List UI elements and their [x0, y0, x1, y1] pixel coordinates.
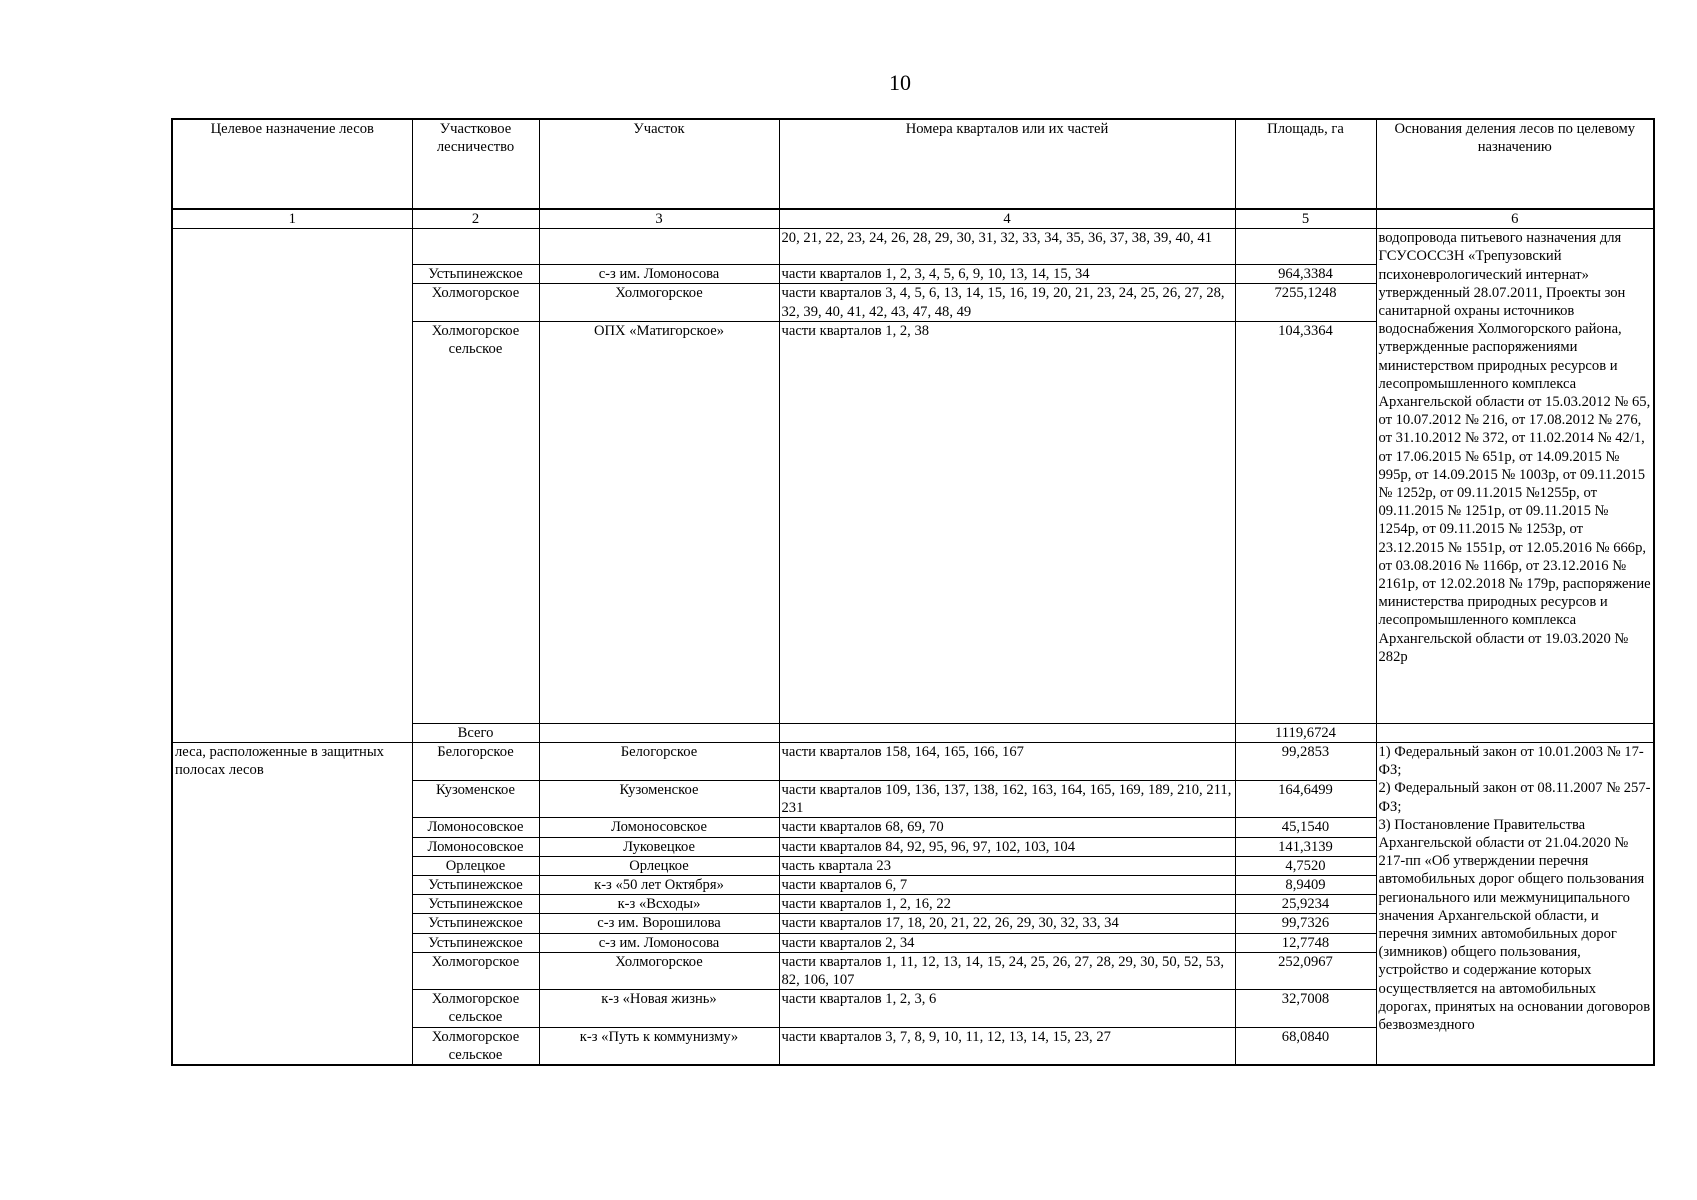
- header-quarters: Номера кварталов или их частей: [779, 119, 1235, 209]
- quarters-cell: части кварталов 1, 11, 12, 13, 14, 15, 24, 25, 26, 27, 28, 29, 30, 50, 52, 53, 82, 106, 107: [779, 952, 1235, 989]
- forest-purpose-table: [171, 118, 1655, 1066]
- area-cell: 99,2853: [1235, 743, 1376, 781]
- total-area: 1119,6724: [1235, 723, 1376, 742]
- plot-cell: Холмогорское: [539, 952, 779, 989]
- forestry-cell: Устьпинежское: [412, 895, 539, 914]
- forestry-cell: Орлецкое: [412, 856, 539, 875]
- column-number: 6: [1376, 209, 1654, 229]
- plot-cell: ОПХ «Матигорское»: [539, 321, 779, 723]
- plot-cell: [539, 229, 779, 265]
- header-basis: Основания деления лесов по целевому назначению: [1376, 119, 1654, 209]
- basis-cell: водопровода питьевого назначения для ГСУСОССЗН «Трепузовский психоневрологический интернат» утвержденный 28.07.2011, Проекты зон санитарной охраны источников водоснабжения Холмогорского района, утвержденные распоряжениями министерством природных ресурсов и лесопромышленного комплекса Архангельской области от 15.03.2012 № 65, от 10.07.2012 № 216, от 17.08.2012 № 276, от 31.10.2012 № 372, от 11.02.2014 № 42/1, от 17.06.2015 № 651р, от 14.09.2015 № 995р, от 14.09.2015 № 1003р, от 09.11.2015 № 1252р, от 09.11.2015 №1255р, от 09.11.2015 № 1251р, от 09.11.2015 № 1254р, от 09.11.2015 № 1253р, от 23.12.2015 № 1551р, от 12.05.2016 № 666р, от 03.08.2016 № 1166р, от 23.12.2016 № 2161р, от 12.02.2018 № 179р, распоряжение министерства природных ресурсов и лесопромышленного комплекса Архангельской области от 19.03.2020 № 282р: [1376, 229, 1654, 724]
- area-cell: 8,9409: [1235, 876, 1376, 895]
- table-row: [172, 229, 1654, 265]
- forestry-cell: Холмогорское сельское: [412, 1027, 539, 1065]
- empty-cell: [539, 723, 779, 742]
- column-number: 5: [1235, 209, 1376, 229]
- basis-item: 2) Федеральный закон от 08.11.2007 № 257-ФЗ;: [1378, 780, 1651, 815]
- column-number-row: [172, 209, 1654, 229]
- column-number: 2: [412, 209, 539, 229]
- area-cell: 25,9234: [1235, 895, 1376, 914]
- area-cell: 141,3139: [1235, 837, 1376, 856]
- plot-cell: Луковецкое: [539, 837, 779, 856]
- quarters-cell: части кварталов 17, 18, 20, 21, 22, 26, 29, 30, 32, 33, 34: [779, 914, 1235, 933]
- basis-item: 3) Постановление Правительства Архангельской области от 21.04.2020 № 217-пп «Об утверждении перечня автомобильных дорог общего пользования регионального или межмуниципального значения Архангельской области, и перечня зимних автомобильных дорог (зимников) общего пользования, устройство и содержание которых осуществляется на автомобильных дорогах, принятых на основании договоров безвозмездного: [1378, 816, 1651, 1034]
- total-label: Всего: [412, 723, 539, 742]
- plot-cell: Белогорское: [539, 743, 779, 781]
- column-number: 4: [779, 209, 1235, 229]
- plot-cell: с-з им. Ворошилова: [539, 914, 779, 933]
- basis-cell: [1376, 743, 1654, 1066]
- forestry-cell: Устьпинежское: [412, 265, 539, 284]
- forestry-cell: Холмогорское сельское: [412, 321, 539, 723]
- page-number-text: 10: [889, 70, 911, 95]
- forestry-cell: Устьпинежское: [412, 876, 539, 895]
- quarters-cell: части кварталов 1, 2, 3, 4, 5, 6, 9, 10, 13, 14, 15, 34: [779, 265, 1235, 284]
- area-cell: 104,3364: [1235, 321, 1376, 723]
- forestry-cell: [412, 229, 539, 265]
- quarters-cell: части кварталов 6, 7: [779, 876, 1235, 895]
- plot-cell: с-з им. Ломоносова: [539, 933, 779, 952]
- forestry-cell: Белогорское: [412, 743, 539, 781]
- area-cell: 12,7748: [1235, 933, 1376, 952]
- forestry-cell: Холмогорское сельское: [412, 990, 539, 1027]
- plot-cell: к-з «50 лет Октября»: [539, 876, 779, 895]
- area-cell: 32,7008: [1235, 990, 1376, 1027]
- area-cell: 252,0967: [1235, 952, 1376, 989]
- quarters-cell: части кварталов 3, 4, 5, 6, 13, 14, 15, 16, 19, 20, 21, 23, 24, 25, 26, 27, 28, 32, 39, 40, 41, 42, 43, 47, 48, 49: [779, 284, 1235, 321]
- forestry-cell: Устьпинежское: [412, 914, 539, 933]
- purpose-cell: леса, расположенные в защитных полосах лесов: [172, 743, 412, 1066]
- forestry-cell: Ломоносовское: [412, 837, 539, 856]
- plot-cell: с-з им. Ломоносова: [539, 265, 779, 284]
- quarters-cell: части кварталов 1, 2, 16, 22: [779, 895, 1235, 914]
- quarters-cell: части кварталов 109, 136, 137, 138, 162, 163, 164, 165, 169, 189, 210, 211, 231: [779, 781, 1235, 818]
- column-number: 1: [172, 209, 412, 229]
- header-plot: Участок: [539, 119, 779, 209]
- area-cell: 4,7520: [1235, 856, 1376, 875]
- plot-cell: к-з «Всходы»: [539, 895, 779, 914]
- header-area: Площадь, га: [1235, 119, 1376, 209]
- plot-cell: к-з «Путь к коммунизму»: [539, 1027, 779, 1065]
- plot-cell: Холмогорское: [539, 284, 779, 321]
- quarters-cell: части кварталов 1, 2, 3, 6: [779, 990, 1235, 1027]
- basis-item: 1) Федеральный закон от 10.01.2003 № 17-ФЗ;: [1378, 744, 1644, 779]
- plot-cell: Ломоносовское: [539, 818, 779, 837]
- area-cell: 45,1540: [1235, 818, 1376, 837]
- column-number: 3: [539, 209, 779, 229]
- area-cell: 164,6499: [1235, 781, 1376, 818]
- quarters-cell: части кварталов 1, 2, 38: [779, 321, 1235, 723]
- quarters-cell: части кварталов 158, 164, 165, 166, 167: [779, 743, 1235, 781]
- area-cell: 68,0840: [1235, 1027, 1376, 1065]
- plot-cell: Орлецкое: [539, 856, 779, 875]
- header-purpose: Целевое назначение лесов: [172, 119, 412, 209]
- header-row: [172, 119, 1654, 209]
- forestry-cell: Холмогорское: [412, 284, 539, 321]
- header-forestry: Участковое лесничество: [412, 119, 539, 209]
- quarters-cell: часть квартала 23: [779, 856, 1235, 875]
- purpose-cell-empty: [172, 229, 412, 743]
- area-cell: 964,3384: [1235, 265, 1376, 284]
- forestry-cell: Ломоносовское: [412, 818, 539, 837]
- area-cell: 99,7326: [1235, 914, 1376, 933]
- quarters-cell: части кварталов 84, 92, 95, 96, 97, 102, 103, 104: [779, 837, 1235, 856]
- area-cell: 7255,1248: [1235, 284, 1376, 321]
- quarters-cell: части кварталов 3, 7, 8, 9, 10, 11, 12, 13, 14, 15, 23, 27: [779, 1027, 1235, 1065]
- area-cell: [1235, 229, 1376, 265]
- empty-cell: [779, 723, 1235, 742]
- table-row: [172, 743, 1654, 781]
- empty-cell: [1376, 723, 1654, 742]
- plot-cell: Кузоменское: [539, 781, 779, 818]
- forestry-cell: Кузоменское: [412, 781, 539, 818]
- page-number: [0, 70, 1697, 96]
- forestry-cell: Холмогорское: [412, 952, 539, 989]
- quarters-cell: части кварталов 68, 69, 70: [779, 818, 1235, 837]
- plot-cell: к-з «Новая жизнь»: [539, 990, 779, 1027]
- forestry-cell: Устьпинежское: [412, 933, 539, 952]
- quarters-cell: части кварталов 2, 34: [779, 933, 1235, 952]
- quarters-cell: 20, 21, 22, 23, 24, 26, 28, 29, 30, 31, 32, 33, 34, 35, 36, 37, 38, 39, 40, 41: [779, 229, 1235, 265]
